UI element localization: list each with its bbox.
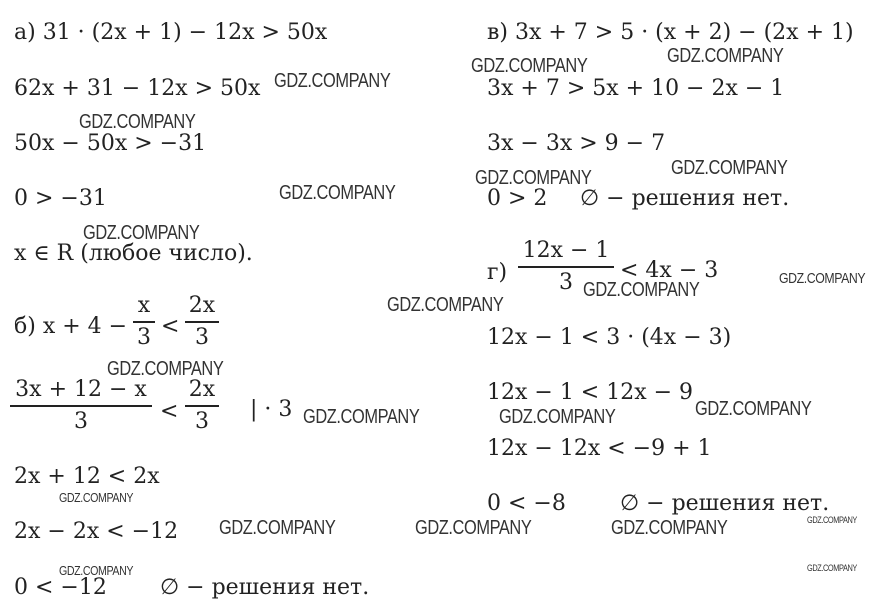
- fraction-numerator: 2x: [188, 293, 216, 318]
- problem-g-step-3: 12x − 12x < −9 + 1: [487, 436, 712, 461]
- problem-b-less-than: <: [161, 314, 180, 339]
- problem-v-step-2: 3x − 3x > 9 − 7: [487, 131, 666, 156]
- problem-b-label: б) x + 4 −: [14, 314, 128, 339]
- problem-b-fraction-2: [185, 295, 219, 349]
- problem-a-step-2: 50x − 50x > −31: [14, 131, 207, 156]
- watermark: GDZ.COMPANY: [779, 270, 866, 287]
- problem-v-answer-inequality: 0 > 2: [487, 186, 548, 211]
- problem-g-step-2: 12x − 1 < 12x − 9: [487, 380, 694, 405]
- problem-b-step-2: 2x + 12 < 2x: [14, 464, 160, 489]
- fraction-bar: [133, 321, 155, 323]
- watermark: GDZ.COMPANY: [274, 70, 391, 92]
- problem-a-answer: x ∈ R (любое число).: [14, 241, 253, 266]
- problem-b-step-1-multiplier: | · 3: [250, 397, 293, 422]
- watermark: GDZ.COMPANY: [59, 563, 134, 578]
- problem-b-step-3: 2x − 2x < −12: [14, 519, 179, 544]
- watermark: GDZ.COMPANY: [415, 517, 532, 539]
- watermark: GDZ.COMPANY: [695, 398, 812, 420]
- fraction-bar: [10, 405, 152, 407]
- fraction-bar: [185, 405, 219, 407]
- problem-g-label: г): [487, 260, 508, 285]
- problem-g-step-1: 12x − 1 < 3 · (4x − 3): [487, 325, 732, 350]
- watermark: GDZ.COMPANY: [219, 517, 336, 539]
- watermark: GDZ.COMPANY: [107, 358, 224, 380]
- watermark: GDZ.COMPANY: [471, 55, 588, 77]
- problem-v-step-1: 3x + 7 > 5x + 10 − 2x − 1: [487, 76, 785, 101]
- fraction-numerator: 12x − 1: [522, 238, 610, 263]
- watermark: GDZ.COMPANY: [807, 515, 857, 525]
- problem-b-step-1-rhs-fraction: [185, 379, 219, 433]
- watermark: GDZ.COMPANY: [499, 406, 616, 428]
- watermark: GDZ.COMPANY: [387, 294, 504, 316]
- fraction-numerator: 2x: [188, 377, 216, 402]
- fraction-bar: [518, 266, 614, 268]
- watermark: GDZ.COMPANY: [807, 563, 857, 573]
- problem-g-rhs: < 4x − 3: [620, 258, 719, 283]
- problem-b-step-1-less-than: <: [160, 399, 179, 424]
- fraction-bar: [185, 321, 219, 323]
- problem-a-step-1: 62x + 31 − 12x > 50x: [14, 76, 261, 101]
- problem-v-answer-text: ∅ − решения нет.: [580, 186, 790, 211]
- problem-g-answer-text: ∅ − решения нет.: [620, 491, 830, 516]
- fraction-numerator: 3x + 12 − x: [15, 377, 147, 402]
- fraction-denominator: 3: [74, 408, 88, 434]
- problem-g-answer-inequality: 0 < −8: [487, 491, 566, 516]
- watermark: GDZ.COMPANY: [83, 222, 200, 244]
- watermark: GDZ.COMPANY: [671, 157, 788, 179]
- fraction-denominator: 3: [195, 408, 209, 434]
- watermark: GDZ.COMPANY: [475, 167, 592, 189]
- problem-v-statement: в) 3x + 7 > 5 · (x + 2) − (2x + 1): [487, 20, 854, 45]
- fraction-denominator: 3: [137, 324, 151, 350]
- problem-b-answer-text: ∅ − решения нет.: [160, 575, 370, 600]
- fraction-denominator: 3: [195, 324, 209, 350]
- fraction-denominator: 3: [559, 269, 573, 295]
- problem-b-step-1-fraction: [10, 379, 152, 433]
- problem-a-statement: а) 31 · (2x + 1) − 12x > 50x: [14, 20, 328, 45]
- watermark: GDZ.COMPANY: [79, 111, 196, 133]
- watermark: GDZ.COMPANY: [667, 45, 784, 67]
- watermark: GDZ.COMPANY: [279, 182, 396, 204]
- watermark: GDZ.COMPANY: [59, 490, 134, 505]
- problem-b-fraction-1: [133, 295, 155, 349]
- problem-a-step-3: 0 > −31: [14, 186, 107, 211]
- watermark: GDZ.COMPANY: [303, 406, 420, 428]
- problem-b-answer-inequality: 0 < −12: [14, 575, 107, 600]
- fraction-numerator: x: [137, 293, 151, 318]
- watermark: GDZ.COMPANY: [611, 517, 728, 539]
- watermark: GDZ.COMPANY: [583, 279, 700, 301]
